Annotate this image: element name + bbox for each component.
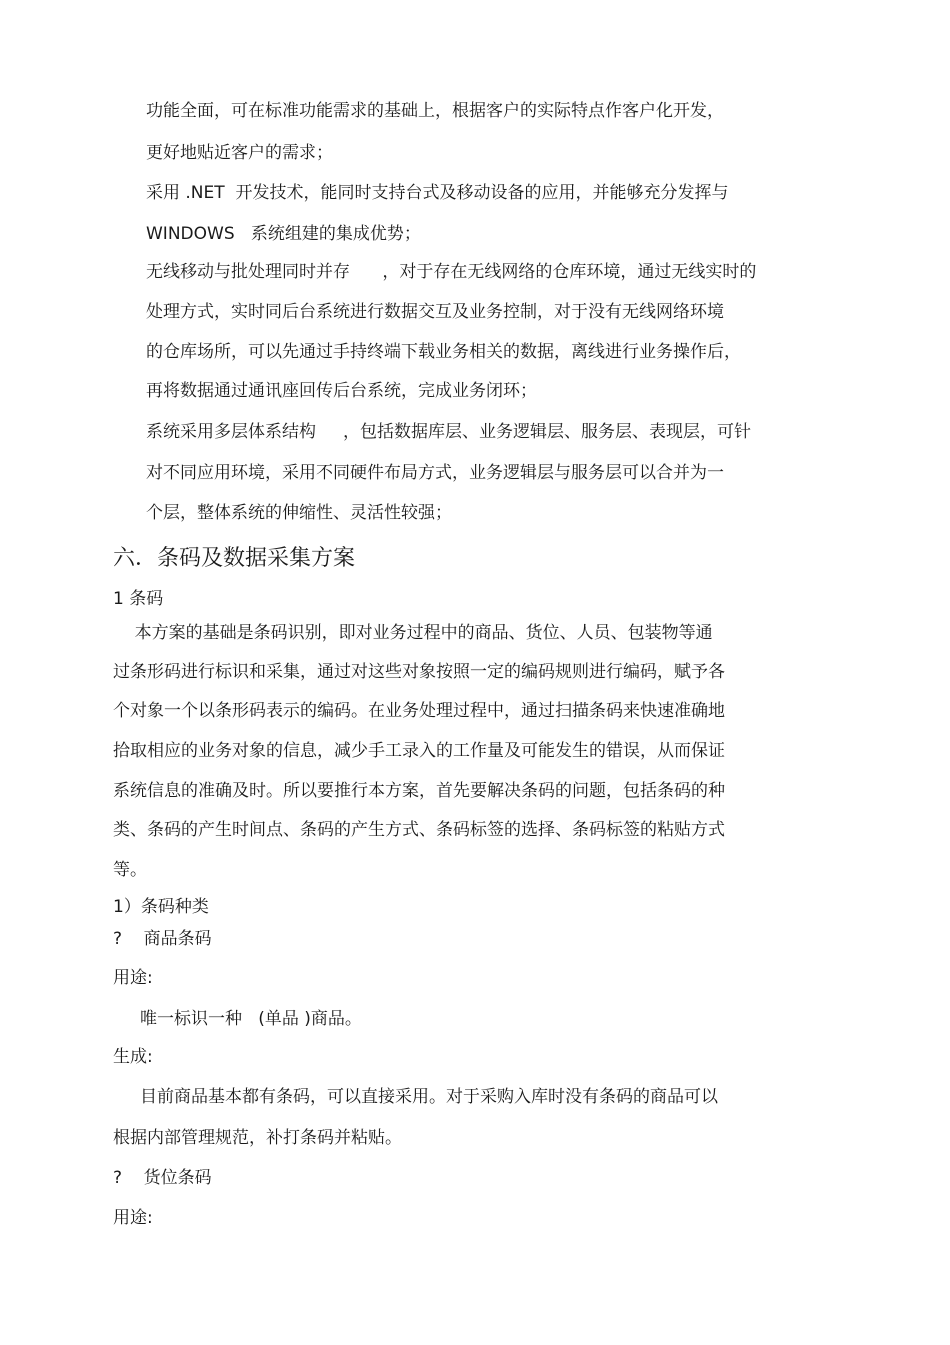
feature-line: 对不同应用环境，采用不同硬件布局方式，业务逻辑层与服务层可以合并为一 — [146, 463, 724, 483]
location-code-title: ? 货位条码 — [113, 1168, 212, 1188]
generation-text: 目前商品基本都有条码，可以直接采用。对于采购入库时没有条码的商品可以 — [113, 1087, 719, 1107]
paragraph-line: 个对象一个以条形码表示的编码。在业务处理过程中，通过扫描条码来快速准确地 — [113, 701, 725, 721]
paragraph-line: 类、条码的产生时间点、条码的产生方式、条码标签的选择、条码标签的粘贴方式 — [113, 820, 725, 840]
feature-line: 更好地贴近客户的需求； — [146, 143, 333, 163]
paragraph-line: 过条形码进行标识和采集，通过对这些对象按照一定的编码规则进行编码，赋予各 — [113, 662, 725, 682]
usage-text: 唯一标识一种 (单品 )商品。 — [113, 1009, 362, 1029]
generation-text: 根据内部管理规范，补打条码并粘贴。 — [113, 1128, 402, 1148]
feature-line: 再将数据通过通讯座回传后台系统，完成业务闭环； — [146, 381, 537, 401]
feature-line: WINDOWS 系统组建的集成优势； — [146, 224, 421, 244]
types-heading: 1）条码种类 — [113, 897, 209, 917]
paragraph-line: 本方案的基础是条码识别，即对业务过程中的商品、货位、人员、包装物等通 — [113, 623, 713, 643]
generation-label: 生成: — [113, 1047, 153, 1067]
feature-line: 功能全面，可在标准功能需求的基础上，根据客户的实际特点作客户化开发， — [146, 101, 724, 121]
usage-label: 用途: — [113, 1208, 153, 1228]
paragraph-line: 等。 — [113, 860, 147, 880]
subsection-heading: 1 条码 — [113, 589, 164, 609]
usage-label: 用途: — [113, 968, 153, 988]
paragraph-line: 系统信息的准确及时。所以要推行本方案，首先要解决条码的问题，包括条码的种 — [113, 781, 725, 801]
feature-line: 个层，整体系统的伸缩性、灵活性较强； — [146, 503, 452, 523]
feature-line: 处理方式，实时同后台系统进行数据交互及业务控制，对于没有无线网络环境 — [146, 302, 724, 322]
section-heading: 六．条码及数据采集方案 — [113, 546, 356, 571]
feature-line: 的仓库场所，可以先通过手持终端下载业务相关的数据，离线进行业务操作后， — [146, 342, 741, 362]
paragraph-line: 拾取相应的业务对象的信息，减少手工录入的工作量及可能发生的错误，从而保证 — [113, 741, 725, 761]
feature-line: 无线移动与批处理同时并存 ，对于存在无线网络的仓库环境，通过无线实时的 — [146, 262, 757, 282]
feature-line: 采用 .NET 开发技术，能同时支持台式及移动设备的应用，并能够充分发挥与 — [146, 183, 729, 203]
feature-line: 系统采用多层体系结构 ，包括数据库层、业务逻辑层、服务层、表现层，可针 — [146, 422, 752, 442]
product-code-title: ? 商品条码 — [113, 929, 212, 949]
